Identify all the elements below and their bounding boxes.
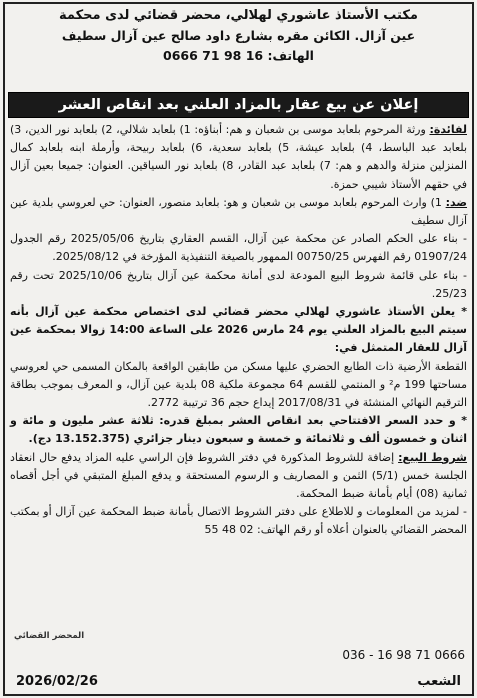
contact-phones: 036 - 16 98 71 0666 bbox=[342, 648, 465, 662]
auction-announcement: * يعلن الأستاذ عاشوري لهلالي محضر قضائي لدى اختصاص محكمة عين آزال بأنه سيتم البيع بالمزاد العلني يوم 24 مارس 2026 على الساعة 14:00 زوالا بمحكمة عين آزال للعقار المتمثل في: bbox=[10, 305, 467, 355]
bailiff-signature: المحضر القضائي bbox=[14, 631, 85, 641]
sale-conditions-paragraph bbox=[10, 449, 467, 504]
office-address-line: عين آزال. الكائن مقره بشارع داود صالح عين آزال سطيف bbox=[61, 28, 416, 43]
against-label: ضد: bbox=[445, 195, 468, 209]
beneficiaries-text: ورثة المرحوم بلعابد موسى بن شعبان و هم: أبناؤه: 1) بلعابد شلالي، 2) بلعابد نور الدين، 3) بلعابد عبد الباسط، 4) بلعابد عيشة، 5) بلعابد سعدية، 6) بلعابد ربيحة، وأرملة ابنه بلعابد كمال المنزلين منزلة والدهم و هم: 7) بلعابد عبد القادر، 8) بلعابد نور السياقين. العنوان: جميعا بعين آزال في حقهم الأستاذ شيبي حمزة. bbox=[10, 123, 468, 191]
publication-footer bbox=[8, 670, 469, 692]
conditions-deposit: - بناء على قائمة شروط البيع المودعة لدى أمانة محكمة عين آزال بتاريخ 2025/10/06 تحت رقم 25/23. bbox=[10, 268, 468, 300]
beneficiaries-label: لفائدة: bbox=[429, 123, 467, 136]
notice-body bbox=[10, 121, 467, 540]
property-description: القطعة الأرضية ذات الطابع الحضري عليها مسكن من طابقين الواقعة بالمكان المسمى حي لعروسي مساحتها 199 م² و المنتمي للقسم 64 مجموعة ملكية 08 بلدية عين آزال، و المعرف بموجب بطاقة الترقيم النهائي المنشئة في 2017/08/31 إيداع حجم 36 ترتيبة 2772. bbox=[10, 359, 467, 410]
judgment-reference: - بناء على الحكم الصادر عن محكمة عين آزال، القسم العقاري بتاريخ 2025/05/06 رقم الجدول 01907/24 رقم الفهرس 00750/25 الممهور بالصيغة التنفيذية المؤرخة في 2025/08/12. bbox=[10, 232, 467, 264]
office-name-line: مكتب الأستاذ عاشوري لهلالي، محضر قضائي لدى محكمة bbox=[59, 8, 418, 23]
newspaper-name: الشعب bbox=[417, 673, 461, 689]
sale-conditions-label: شروط البيع: bbox=[398, 450, 468, 464]
against-text: 1) وارث المرحوم بلعابد موسى بن شعبان و هو: بلعابد منصور، العنوان: حي لعروسي بلدية عين آزال سطيف bbox=[10, 195, 467, 228]
office-phone-line: الهاتف: 16 98 71 0666 bbox=[163, 48, 314, 63]
beneficiaries-paragraph bbox=[10, 121, 467, 194]
contact-info: - لمزيد من المعلومات و للاطلاع على دفتر الشروط الاتصال بأمانة ضبط المحكمة عين آزال أو بمكتب المحضر القضائي بالعنوان أعلاه أو رقم الهاتف: 02 48 55 bbox=[10, 505, 467, 537]
opening-price: * و حدد السعر الافتتاحي بعد انقاص العشر بمبلغ قدره: ثلاثة عشر مليون و مائة و اثنان و خمسون ألف و ثلاثمائة و خمسة و سبعون دينار جزائري (13.152.375 دج). bbox=[10, 414, 467, 446]
publication-date: 2026/02/26 bbox=[16, 673, 98, 689]
against-paragraph bbox=[10, 194, 467, 230]
notice-title: إعلان عن بيع عقار بالمزاد العلني بعد انقاص العشر bbox=[8, 92, 469, 118]
sale-conditions-text: إضافة للشروط المذكورة في دفتر الشروط فإن الراسي عليه المزاد يدفع حال انعقاد الجلسة خمس (5/1) الثمن و المصاريف و الرسوم المستحقة و يدفع المبلغ المتبقي في أجل أقصاه ثمانية (08) أيام بأمانة ضبط المحكمة. bbox=[10, 450, 467, 501]
